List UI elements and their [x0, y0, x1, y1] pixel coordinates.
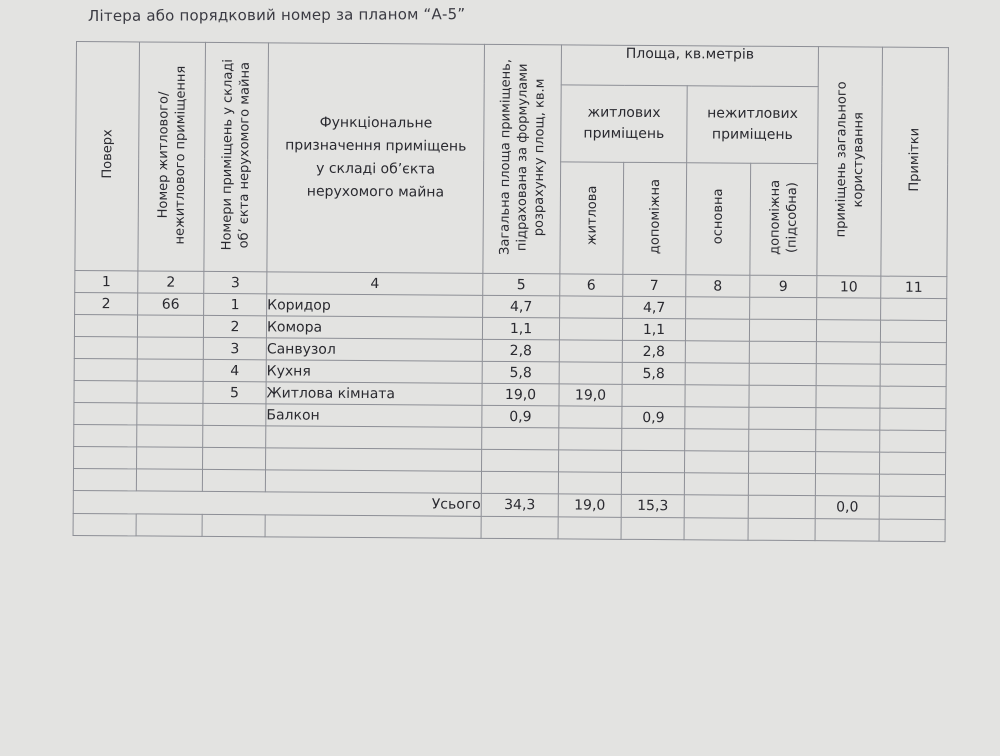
cell-room: 1: [204, 293, 267, 315]
cell-floor: [74, 358, 137, 380]
header-floor: Поверх: [75, 42, 140, 271]
totals-common-use: 0,0: [815, 496, 879, 519]
column-number: 5: [483, 273, 560, 296]
cell-unit: [137, 315, 203, 337]
cell-residential-main: [559, 406, 622, 428]
cell-empty: [880, 364, 946, 386]
cell-empty: [749, 407, 816, 429]
page-title: Літера або порядковий номер за планом “А-5”: [87, 5, 466, 25]
cell-empty: [816, 364, 880, 386]
header-row-1: [76, 42, 948, 88]
cell-floor: 2: [75, 292, 138, 314]
column-number: 10: [817, 276, 881, 298]
cell-residential-main: [559, 340, 622, 362]
cell-residential-aux: 5,8: [622, 362, 685, 384]
cell-empty: [816, 386, 880, 408]
header-residential-aux: допоміжна: [623, 162, 687, 275]
cell-empty: [750, 297, 817, 319]
cell-unit: [137, 337, 203, 359]
column-number: 9: [750, 275, 817, 297]
cell-floor: [74, 336, 137, 358]
cell-total-area: 5,8: [482, 361, 559, 384]
column-number: 11: [881, 276, 947, 298]
header-common-use: приміщень загального користування: [817, 47, 883, 276]
header-notes: Примітки: [881, 47, 949, 276]
cell-total-area: 4,7: [483, 295, 560, 318]
cell-empty: [749, 363, 816, 385]
totals-residential-aux: 15,3: [621, 494, 684, 517]
cell-empty: [684, 495, 748, 518]
cell-room: 3: [203, 337, 266, 359]
cell-function: Комора: [266, 316, 482, 340]
cell-empty: [685, 363, 749, 385]
cell-residential-aux: 1,1: [622, 318, 685, 340]
totals-total-area: 34,3: [481, 493, 558, 517]
column-number: 8: [686, 275, 750, 297]
cell-empty: [685, 341, 749, 363]
cell-empty: [816, 320, 880, 342]
cell-empty: [749, 385, 816, 407]
cell-floor: [74, 402, 137, 424]
cell-floor: [74, 380, 137, 402]
column-number: 6: [560, 274, 623, 296]
header-unit-number: Номер житлового/ нежитлового приміщення: [138, 42, 206, 271]
cell-total-area: 0,9: [482, 405, 559, 428]
cell-empty: [880, 386, 946, 408]
cell-room: 4: [203, 359, 266, 381]
cell-room: 2: [203, 315, 266, 337]
header-total-area: Загальна площа приміщень, підрахована за формулами розрахунку площ, кв.м: [483, 44, 562, 274]
cell-empty: [685, 319, 749, 341]
cell-residential-main: [559, 318, 622, 340]
header-function: Функціональне призначення приміщень у складі об’єкта нерухомого майна: [267, 43, 485, 274]
cell-residential-aux: 0,9: [622, 406, 685, 428]
cell-empty: [880, 320, 946, 342]
cell-total-area: 1,1: [482, 317, 559, 340]
cell-function: Коридор: [267, 294, 483, 318]
cell-empty: [748, 495, 815, 518]
cell-empty: [686, 297, 750, 319]
cell-unit: [137, 403, 203, 425]
cell-empty: [880, 408, 946, 430]
cell-residential-aux: 4,7: [623, 296, 686, 318]
cell-unit: 66: [138, 293, 204, 315]
cell-total-area: 19,0: [482, 383, 559, 406]
cell-total-area: 2,8: [482, 339, 559, 362]
cell-unit: [137, 359, 203, 381]
header-area-group: Площа, кв.метрів: [561, 45, 818, 86]
totals-label: Усього: [73, 490, 481, 516]
cell-residential-main: [559, 362, 622, 384]
cell-residential-aux: [622, 384, 685, 406]
totals-residential-main: 19,0: [558, 494, 621, 517]
column-number: 1: [75, 270, 138, 292]
cell-function: Житлова кімната: [266, 382, 482, 406]
header-non-residential: нежитлових приміщень: [687, 85, 819, 163]
cell-function: Санвузол: [266, 338, 482, 362]
cell-empty: [880, 342, 946, 364]
cell-empty: [749, 341, 816, 363]
cell-room: 5: [203, 381, 266, 403]
cell-empty: [685, 385, 749, 407]
cell-empty: [685, 407, 749, 429]
cell-floor: [74, 314, 137, 336]
cell-empty: [816, 342, 880, 364]
header-nonres-aux: допоміжна (підсобна): [750, 163, 818, 276]
cell-empty: [879, 496, 945, 519]
area-register-table: [73, 41, 949, 542]
column-number: 7: [623, 274, 686, 296]
cell-empty: [817, 298, 881, 320]
cell-empty: [816, 408, 880, 430]
cell-residential-aux: 2,8: [622, 340, 685, 362]
column-number: 2: [138, 271, 204, 293]
table-row-empty: [73, 513, 945, 541]
column-number: 3: [204, 271, 267, 293]
cell-function: Балкон: [266, 404, 482, 428]
header-room-numbers: Номери приміщень у складі об’ єкта нерухомого майна: [204, 42, 269, 271]
cell-empty: [749, 319, 816, 341]
cell-function: Кухня: [266, 360, 482, 384]
column-number: 4: [267, 272, 483, 296]
header-residential-main: житлова: [560, 161, 624, 274]
cell-empty: [881, 298, 947, 320]
header-residential: житлових приміщень: [561, 84, 688, 162]
cell-room: [203, 403, 266, 425]
cell-residential-main: [560, 296, 623, 318]
header-nonres-main: основна: [686, 162, 751, 275]
cell-unit: [137, 381, 203, 403]
cell-residential-main: 19,0: [559, 384, 622, 406]
